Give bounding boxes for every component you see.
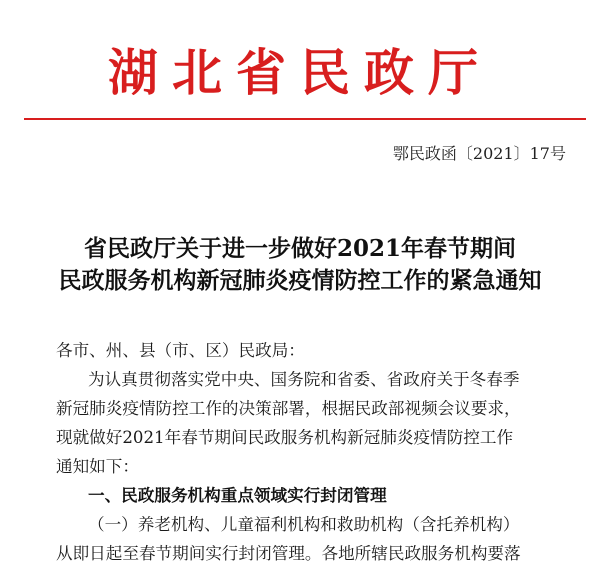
- intro-line-1: 为认真贯彻落实党中央、国务院和省委、省政府关于冬春季: [88, 370, 520, 389]
- section-1-line-2: 从即日起至春节期间实行封闭管理。各地所辖民政服务机构要落: [56, 544, 521, 563]
- header-red-rule: [24, 118, 586, 120]
- section-1-line-1: （一）养老机构、儿童福利机构和救助机构（含托养机构）: [88, 515, 520, 534]
- intro-line-3: 现就做好2021年春节期间民政服务机构新冠肺炎疫情防控工作: [56, 428, 514, 447]
- document-title-line-1: 省民政厅关于进一步做好2021年春节期间: [83, 235, 516, 262]
- intro-line-4: 通知如下：: [56, 457, 139, 476]
- document-header-title: 湖北省民政厅: [108, 43, 492, 102]
- document-body: [56, 336, 576, 568]
- document-number: 鄂民政函〔2021〕17号: [392, 144, 566, 163]
- salutation: 各市、州、县（市、区）民政局：: [56, 341, 305, 360]
- document-title-line-2: 民政服务机构新冠肺炎疫情防控工作的紧急通知: [58, 267, 542, 294]
- section-1-heading: 一、民政服务机构重点领域实行封闭管理: [88, 486, 387, 505]
- document-title: [0, 233, 600, 297]
- intro-line-2: 新冠肺炎疫情防控工作的决策部署，根据民政部视频会议要求，: [56, 399, 521, 418]
